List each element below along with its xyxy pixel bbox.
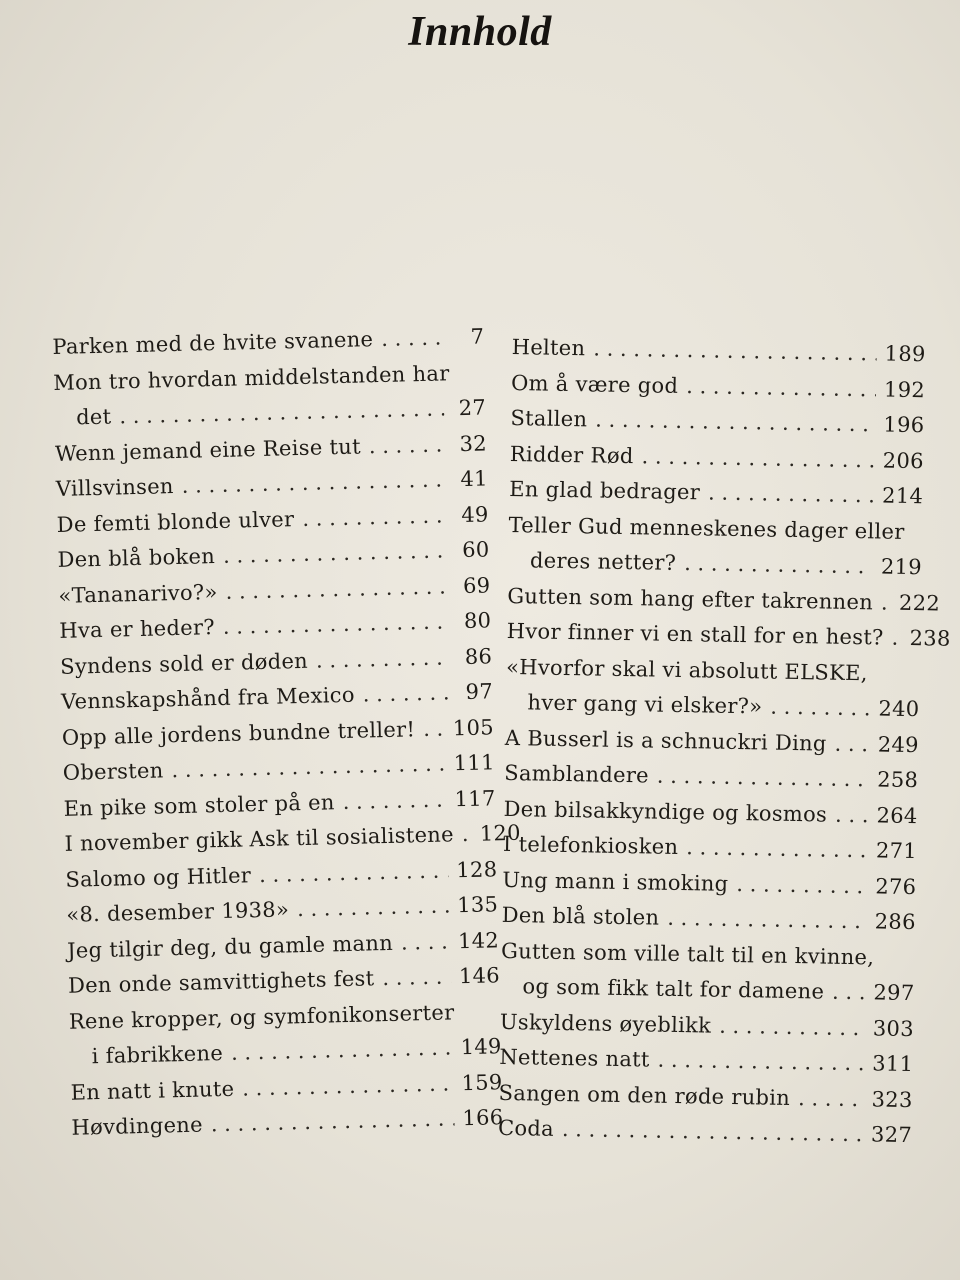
dot-leader <box>832 975 866 1011</box>
toc-entry-title: Salomo og Hitler <box>65 862 252 892</box>
toc-entry-title: Sangen om den røde rubin <box>498 1080 791 1110</box>
toc-entry-page-number: 214 <box>881 483 924 509</box>
toc-entry-title: Syndens sold er døden <box>59 648 309 679</box>
toc-entry-page-number: 60 <box>461 537 490 563</box>
dot-leader <box>222 604 449 645</box>
toc-entry-title: Hva er heder? <box>59 615 216 643</box>
dot-leader <box>382 959 451 996</box>
toc-entry-page-number: 297 <box>873 980 915 1006</box>
toc-entry-page-number: 41 <box>460 466 489 492</box>
dot-leader <box>223 533 448 574</box>
dot-leader <box>834 726 870 762</box>
dot-leader <box>708 475 875 513</box>
toc-column-left <box>52 319 522 1146</box>
toc-entry-page-number: 271 <box>875 838 918 864</box>
toc-entry <box>505 649 920 727</box>
toc-entry-page-number: 166 <box>462 1105 504 1131</box>
toc-entry-page-number: 149 <box>460 1034 502 1060</box>
toc-entry-title: Høvdingene <box>71 1112 204 1140</box>
dot-leader <box>657 1043 864 1082</box>
toc-entry-page-number: 105 <box>452 714 495 740</box>
toc-entry-page-number: 276 <box>875 873 917 899</box>
toc-entry-title: Hvor finner vi en stall for en hest? <box>506 618 884 650</box>
toc-entry-page-number: 238 <box>909 625 951 651</box>
dot-leader <box>593 331 877 371</box>
toc-entry-title: En pike som stoler på en <box>63 789 335 821</box>
toc-entry-title: Coda <box>497 1115 555 1141</box>
toc-entry-page-number: 117 <box>454 785 496 811</box>
toc-entry-page-number: 7 <box>470 324 485 349</box>
toc-entry-title: De femti blonde ulver <box>56 506 295 537</box>
dot-leader <box>719 1008 865 1046</box>
toc-entry-title: Den blå boken <box>57 544 216 572</box>
dot-leader <box>461 817 472 853</box>
toc-entry-title-continuation: og som fikk talt for damene <box>522 974 825 1004</box>
dot-leader <box>423 711 446 747</box>
toc-entry-page-number: 219 <box>880 554 923 580</box>
page-title: Innhold <box>408 9 552 55</box>
toc-entry <box>498 1111 913 1154</box>
toc-entry-page-number: 120 <box>479 820 522 846</box>
toc-entry-title: Obersten <box>62 758 164 785</box>
toc-entry-title: «Hvorfor skal vi absolutt ELSKE, <box>505 654 868 685</box>
toc-entry-page-number: 286 <box>874 909 916 935</box>
toc-entry-title-continuation: i fabrikkene <box>91 1041 224 1069</box>
toc-entry-page-number: 222 <box>898 590 941 616</box>
dot-leader <box>381 320 443 357</box>
toc-entry-title: En glad bedrager <box>509 476 701 505</box>
toc-entry-page-number: 128 <box>456 856 498 882</box>
toc-entry <box>500 933 915 1011</box>
toc-entry <box>498 1075 913 1118</box>
toc-entry-page-number: 86 <box>464 643 493 669</box>
toc-entry-title: I november gikk Ask til sosialistene <box>64 822 455 856</box>
dot-leader <box>316 640 451 679</box>
toc-entry-title: Den blå stolen <box>501 902 660 930</box>
toc-entry-title: Helten <box>511 334 586 361</box>
dot-leader <box>342 782 447 820</box>
toc-entry-page-number: 80 <box>463 608 492 634</box>
toc-entry-page-number: 189 <box>884 341 926 367</box>
dot-leader <box>302 498 447 537</box>
toc-entry-title: Uskyldens øyeblikk <box>499 1009 712 1038</box>
toc-entry-page-number: 135 <box>456 892 499 918</box>
toc-entry-title: I telefonkiosken <box>502 831 679 859</box>
toc-entry-page-number: 323 <box>871 1086 913 1112</box>
toc-entry-title: Parken med de hvite svanene <box>52 327 374 359</box>
toc-entry-title-continuation: deres netter? <box>529 548 677 575</box>
toc-entry-title: Wenn jemand eine Reise tut <box>54 433 362 466</box>
toc-entry-page-number: 142 <box>457 927 500 953</box>
toc-entry-title: Om å være god <box>510 370 679 398</box>
dot-leader <box>891 621 902 657</box>
dot-leader <box>225 569 449 610</box>
toc-entry-page-number: 32 <box>459 430 488 456</box>
toc-entry-title: En natt i knute <box>70 1076 235 1105</box>
toc-entry-page-number: 264 <box>876 802 918 828</box>
toc-entry-title: Mon tro hvordan middelstanden har <box>52 360 450 395</box>
toc-entry-title: A Busserl is a schnuckri Ding <box>504 725 827 756</box>
dot-leader <box>231 1030 454 1071</box>
dot-leader <box>798 1081 864 1118</box>
toc-entry-title: Samblandere <box>504 760 650 788</box>
toc-entry-title: Ridder Rød <box>509 441 634 468</box>
toc-entry-title: «8. desember 1938» <box>65 897 290 927</box>
toc-entry-title: Teller Gud menneskenes dager eller <box>508 512 905 544</box>
toc-entry-title: «Tananarivo?» <box>58 579 218 608</box>
dot-leader <box>362 675 451 713</box>
toc-entry-page-number: 159 <box>461 1069 503 1095</box>
toc-entry-title: Den onde samvittighets fest <box>67 966 375 998</box>
dot-leader <box>595 402 876 442</box>
dot-leader <box>686 369 876 408</box>
dot-leader <box>368 427 445 464</box>
dot-leader <box>667 901 867 940</box>
toc-entry-page-number: 146 <box>458 963 501 989</box>
toc-entry-title: Jeg tilgir deg, du gamle mann <box>66 930 394 963</box>
toc-entry-title-continuation: hver gang vi elsker?» <box>527 690 763 719</box>
toc-entry <box>68 994 502 1076</box>
toc-entry-page-number: 49 <box>461 501 489 527</box>
toc-column-right <box>497 330 951 1154</box>
toc-entry-page-number: 303 <box>872 1015 915 1041</box>
toc-entry-title: Opp alle jordens bundne treller! <box>61 716 416 750</box>
toc-entry-page-number: 196 <box>883 412 925 438</box>
dot-leader <box>657 759 870 798</box>
toc-entry-title: Rene kropper, og symfonikonserter <box>68 999 455 1034</box>
toc-entry-page-number: 311 <box>872 1051 914 1077</box>
toc-entry-title: Den bilsakkyndige og kosmos <box>503 796 828 827</box>
toc-entry-title: Gutten som hang efter takrennen <box>507 583 874 614</box>
dot-leader <box>401 924 451 961</box>
toc-entry-title: Ung mann i smoking <box>502 867 729 896</box>
toc-entry-page-number: 192 <box>883 377 926 402</box>
dot-leader <box>297 888 450 927</box>
toc-entry-page-number: 249 <box>877 731 920 757</box>
toc-entry-title: Nettenes natt <box>499 1044 650 1072</box>
toc-entry-title: Stallen <box>510 405 588 432</box>
toc-entry-page-number: 206 <box>882 447 924 473</box>
toc-entry-title: Vennskapshånd fra Mexico <box>60 682 356 714</box>
dot-leader <box>835 797 869 833</box>
toc-entry <box>53 355 487 437</box>
toc-entry-page-number: 258 <box>877 767 919 793</box>
dot-leader <box>686 830 868 869</box>
dot-leader <box>242 1066 454 1107</box>
toc-entry-page-number: 327 <box>870 1122 913 1148</box>
toc-entry-page-number: 27 <box>458 395 487 421</box>
toc-entry-page-number: 240 <box>878 696 920 722</box>
toc-entry-title: Villsvinsen <box>55 474 175 501</box>
toc-entry <box>508 507 923 585</box>
dot-leader <box>641 439 875 479</box>
toc-entry-page-number: 97 <box>465 679 494 704</box>
dot-leader <box>684 546 873 585</box>
dot-leader <box>770 690 871 727</box>
toc-entry-page-number: 111 <box>453 750 495 776</box>
toc-entry-title-continuation: det <box>75 404 112 430</box>
dot-leader <box>736 867 868 905</box>
dot-leader <box>259 853 449 893</box>
dot-leader <box>881 585 892 621</box>
toc-entry-page-number: 69 <box>462 572 491 598</box>
dot-leader <box>562 1112 864 1153</box>
toc-entry-title: Gutten som ville talt til en kvinne, <box>500 938 875 969</box>
dot-leader <box>210 1101 454 1142</box>
